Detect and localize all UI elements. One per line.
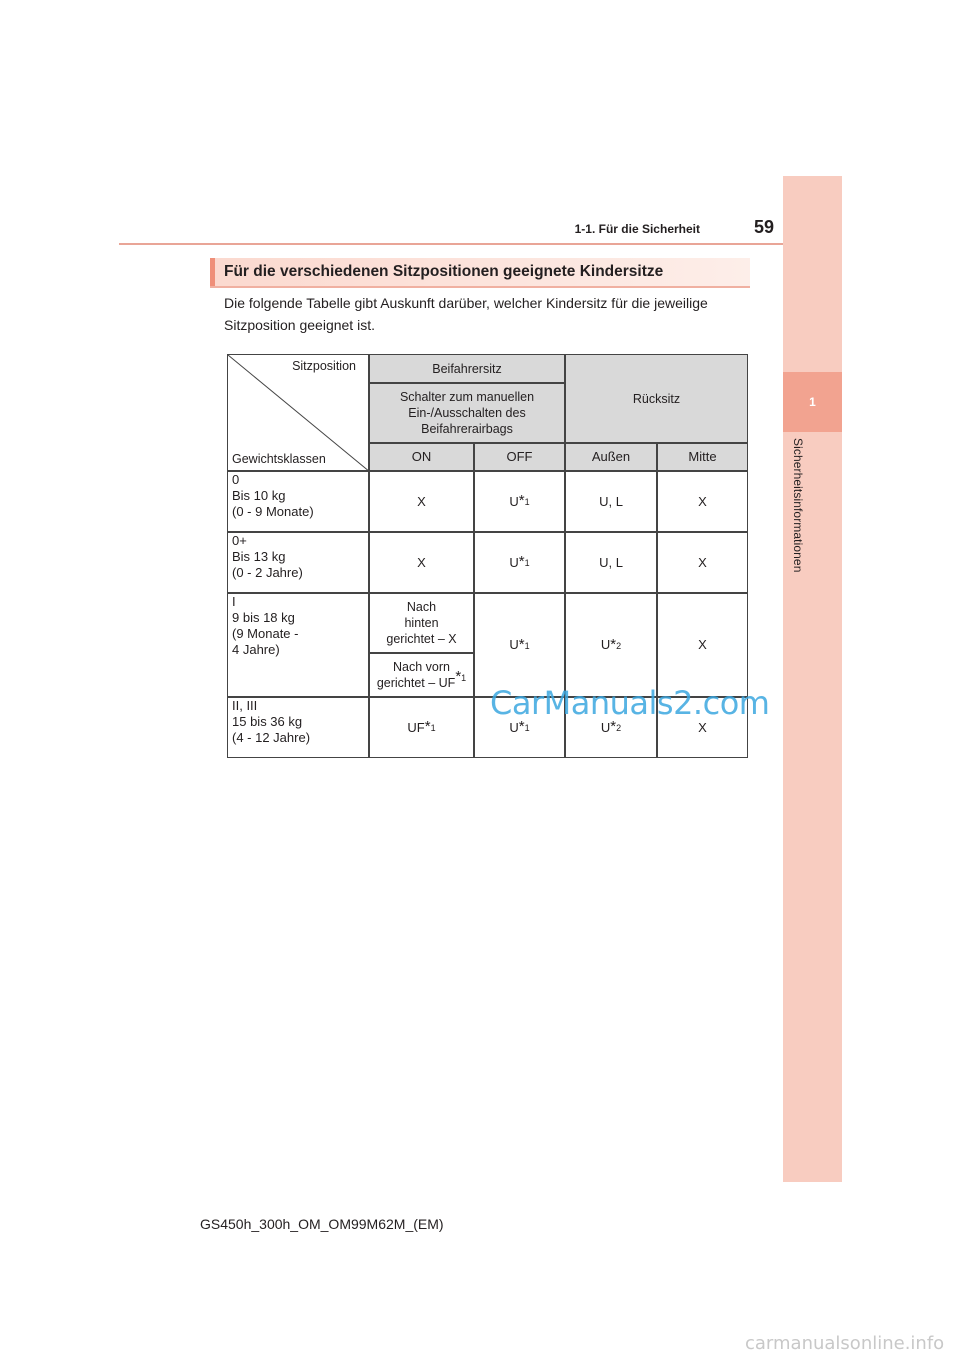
row3-middle: X (657, 697, 748, 758)
footnote-star: * (518, 718, 525, 735)
switch-line-2: Ein-/Ausschalten des (408, 406, 526, 420)
table-row-group-I (227, 593, 369, 697)
row1-off-note: 1 (524, 558, 530, 568)
row0-on: X (369, 471, 474, 532)
row3-off-note: 1 (524, 723, 530, 733)
row1-outer: U, L (565, 532, 657, 593)
row2-on-forward-facing (369, 653, 474, 697)
row1-line-2: Bis 13 kg (232, 549, 286, 564)
row2-outer (565, 593, 657, 697)
row2-on-rear-facing (369, 593, 474, 653)
row2-line-2: 9 bis 18 kg (232, 610, 295, 625)
row0-line-3: (0 - 9 Monate) (232, 504, 314, 519)
watermark-carmanuals2: CarManuals2.com (490, 684, 770, 722)
chapter-side-strip (783, 176, 842, 1182)
row3-on-note: 1 (430, 723, 436, 733)
row1-off-value: U (509, 554, 519, 570)
header-outer: Außen (565, 443, 657, 471)
switch-line-1: Schalter zum manuellen (399, 390, 535, 404)
header-rule (119, 243, 842, 245)
table-row-group-II-III (227, 697, 369, 758)
footnote-star: * (455, 668, 462, 685)
heading-accent-bar (210, 258, 215, 286)
row1-middle: X (657, 532, 748, 593)
row2-off-note: 1 (524, 640, 530, 651)
row3-on (369, 697, 474, 758)
row3-line-1: II, III (232, 698, 258, 713)
row0-line-1: 0 (232, 472, 240, 487)
document-footer-code: GS450h_300h_OM_OM99M62M_(EM) (200, 1216, 444, 1232)
running-header-section: 1-1. Für die Sicherheit (574, 222, 700, 236)
row1-line-1: 0+ (232, 533, 247, 548)
footnote-star: * (610, 635, 617, 653)
footnote-star: * (424, 718, 431, 735)
rear-line-1: Nach (406, 600, 437, 614)
row3-off-value: U (509, 719, 519, 735)
row0-off-value: U (509, 493, 519, 509)
chapter-title-vertical: Sicherheitsinformationen (791, 438, 805, 573)
section-heading-text: Für die verschiedenen Sitzpositionen geeignete Kindersitze (224, 263, 664, 280)
intro-paragraph: Die folgende Tabelle gibt Auskunft darüber, welcher Kindersitz für die jeweilige Sitzposition geeignet ist. (224, 295, 708, 333)
table-row-group-0 (227, 471, 369, 532)
watermark-bottom: carmanualsonline.info (745, 1333, 945, 1354)
switch-line-3: Beifahrerairbags (421, 422, 513, 436)
row2-line-3: (9 Monate - (232, 626, 299, 641)
row3-outer-value: U (600, 719, 611, 735)
page-number: 59 (753, 217, 774, 237)
row1-off (474, 532, 565, 593)
row0-off-note: 1 (524, 497, 530, 507)
chapter-number-tab: 1 (783, 372, 842, 432)
header-passenger-seat: Beifahrersitz (369, 354, 565, 383)
row2-off (474, 593, 565, 697)
row2-line-4: 4 Jahre) (232, 642, 280, 657)
header-middle: Mitte (657, 443, 748, 471)
front-note: 1 (461, 673, 467, 683)
row3-on-value: UF (407, 719, 425, 735)
header-rear-seat: Rücksitz (565, 354, 748, 443)
header-off: OFF (474, 443, 565, 471)
header-airbag-switch (369, 383, 565, 443)
row2-outer-value: U (600, 637, 611, 652)
row0-middle: X (657, 471, 748, 532)
row2-middle: X (657, 593, 748, 697)
row3-line-3: (4 - 12 Jahre) (232, 730, 311, 745)
header-on: ON (369, 443, 474, 471)
row3-line-2: 15 bis 36 kg (232, 714, 303, 729)
corner-bottom-label: Gewichtsklassen (232, 452, 326, 466)
row2-line-1: I (232, 594, 236, 609)
row0-off (474, 471, 565, 532)
front-line-2: gerichtet – UF (376, 676, 456, 690)
row1-on: X (369, 532, 474, 593)
row3-outer-note: 2 (616, 723, 622, 733)
footnote-star: * (610, 718, 617, 735)
row0-outer: U, L (565, 471, 657, 532)
row1-line-3: (0 - 2 Jahre) (232, 565, 303, 580)
row2-off-value: U (509, 637, 519, 652)
footnote-star: * (518, 553, 525, 570)
table-row-group-0plus (227, 532, 369, 593)
heading-underline (210, 286, 750, 288)
rear-line-3: gerichtet – X (386, 632, 457, 646)
section-heading (210, 258, 750, 286)
table-corner-cell (227, 354, 369, 471)
front-line-1: Nach vorn (393, 660, 450, 674)
rear-line-2: hinten (404, 616, 439, 630)
row2-outer-note: 2 (616, 640, 622, 651)
footnote-star: * (518, 635, 525, 653)
footnote-star: * (518, 492, 525, 509)
row0-line-2: Bis 10 kg (232, 488, 286, 503)
corner-top-label: Sitzposition (292, 359, 356, 373)
